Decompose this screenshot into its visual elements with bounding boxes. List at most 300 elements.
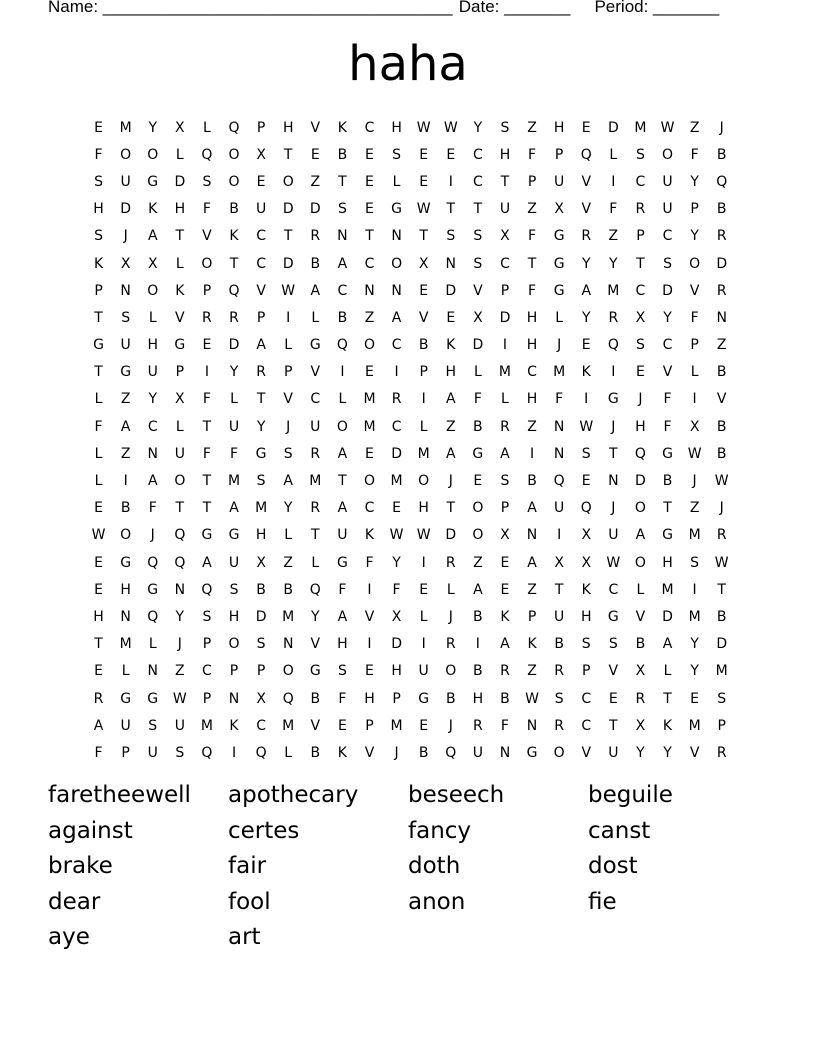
grid-letter[interactable]: T (311, 527, 320, 544)
grid-letter[interactable]: I (692, 391, 697, 408)
grid-letter[interactable]: S (554, 690, 564, 707)
grid-letter[interactable]: H (580, 608, 592, 625)
grid-letter[interactable]: C (472, 146, 483, 163)
grid-letter[interactable]: N (391, 282, 402, 299)
grid-letter[interactable]: R (716, 228, 727, 245)
grid-letter[interactable]: E (94, 500, 103, 517)
grid-letter[interactable]: H (526, 309, 538, 326)
grid-letter[interactable]: P (582, 663, 591, 680)
grid-letter[interactable]: W (606, 554, 621, 571)
grid-letter[interactable]: T (446, 201, 456, 218)
grid-letter[interactable]: E (473, 473, 483, 490)
grid-letter[interactable]: S (500, 119, 510, 136)
grid-letter[interactable]: M (363, 418, 376, 435)
grid-letter[interactable]: T (283, 146, 293, 163)
grid-letter[interactable]: D (607, 119, 619, 136)
grid-letter[interactable]: E (337, 717, 347, 734)
grid-letter[interactable]: F (148, 500, 157, 517)
grid-letter[interactable]: K (662, 717, 673, 734)
grid-letter[interactable]: G (662, 445, 673, 462)
grid-letter[interactable]: D (309, 201, 321, 218)
grid-letter[interactable]: L (636, 581, 645, 598)
grid-letter[interactable]: F (338, 690, 347, 707)
grid-letter[interactable]: V (635, 608, 646, 625)
grid-letter[interactable]: R (554, 663, 564, 680)
grid-letter[interactable]: Z (283, 554, 293, 571)
grid-letter[interactable]: D (445, 282, 457, 299)
grid-letter[interactable]: S (608, 636, 618, 653)
grid-letter[interactable]: Q (309, 581, 321, 598)
grid-letter[interactable]: M (688, 527, 701, 544)
grid-letter[interactable]: V (310, 636, 321, 653)
grid-letter[interactable]: V (473, 282, 483, 299)
grid-letter[interactable]: G (147, 581, 159, 598)
grid-letter[interactable]: M (607, 282, 620, 299)
grid-letter[interactable]: A (283, 473, 293, 490)
grid-letter[interactable]: F (690, 146, 699, 163)
grid-letter[interactable]: G (309, 337, 321, 354)
grid-letter[interactable]: C (364, 255, 375, 272)
grid-letter[interactable]: S (283, 445, 293, 462)
grid-letter[interactable]: F (202, 445, 211, 462)
grid-letter[interactable]: F (555, 391, 564, 408)
grid-letter[interactable]: Y (690, 636, 699, 653)
grid-letter[interactable]: M (688, 608, 701, 625)
grid-letter[interactable]: I (204, 364, 209, 381)
grid-letter[interactable]: R (310, 228, 321, 245)
grid-letter[interactable]: B (473, 663, 483, 680)
grid-letter[interactable]: N (526, 527, 538, 544)
grid-letter[interactable]: E (94, 581, 103, 598)
grid-letter[interactable]: C (391, 337, 402, 354)
grid-letter[interactable]: Y (256, 418, 266, 435)
grid-letter[interactable]: S (581, 636, 591, 653)
grid-letter[interactable]: V (581, 173, 592, 190)
grid-letter[interactable]: R (500, 663, 510, 680)
grid-letter[interactable]: O (120, 527, 132, 544)
grid-letter[interactable]: Y (663, 309, 672, 326)
grid-letter[interactable]: X (120, 255, 131, 272)
grid-letter[interactable]: Q (255, 744, 267, 761)
grid-letter[interactable]: O (662, 146, 674, 163)
grid-letter[interactable]: O (634, 554, 646, 571)
grid-letter[interactable]: Q (147, 608, 159, 625)
grid-letter[interactable]: J (448, 717, 453, 734)
grid-letter[interactable]: K (337, 744, 347, 761)
grid-letter[interactable]: X (635, 663, 646, 680)
grid-letter[interactable]: C (500, 255, 510, 272)
grid-letter[interactable]: R (635, 201, 646, 218)
grid-letter[interactable]: M (715, 663, 728, 680)
grid-letter[interactable]: U (120, 337, 131, 354)
grid-letter[interactable]: N (337, 228, 348, 245)
grid-letter[interactable]: U (472, 744, 483, 761)
grid-letter[interactable]: G (553, 255, 565, 272)
grid-letter[interactable]: T (202, 500, 212, 517)
grid-letter[interactable]: L (148, 309, 157, 326)
grid-letter[interactable]: P (121, 744, 130, 761)
grid-letter[interactable]: W (714, 473, 729, 490)
grid-letter[interactable]: L (473, 364, 482, 381)
grid-letter[interactable]: F (365, 554, 374, 571)
grid-letter[interactable]: J (611, 418, 616, 435)
grid-letter[interactable]: Y (690, 173, 699, 190)
grid-letter[interactable]: L (203, 119, 211, 136)
grid-letter[interactable]: H (391, 663, 402, 680)
grid-letter[interactable]: E (419, 581, 429, 598)
grid-letter[interactable]: T (365, 228, 374, 245)
grid-letter[interactable]: G (553, 228, 565, 245)
grid-letter[interactable]: H (418, 500, 429, 517)
grid-letter[interactable]: O (174, 473, 186, 490)
grid-letter[interactable]: G (607, 608, 619, 625)
grid-letter[interactable]: K (364, 527, 375, 544)
grid-letter[interactable]: Q (201, 744, 213, 761)
grid-letter[interactable]: W (91, 527, 106, 544)
grid-letter[interactable]: H (526, 391, 538, 408)
grid-letter[interactable]: P (256, 309, 266, 326)
grid-letter[interactable]: B (716, 418, 727, 435)
grid-letter[interactable]: B (500, 690, 510, 707)
grid-letter[interactable]: O (282, 173, 294, 190)
grid-letter[interactable]: T (94, 309, 103, 326)
grid-letter[interactable]: E (581, 119, 591, 136)
grid-letter[interactable]: K (500, 608, 510, 625)
grid-letter[interactable]: P (717, 717, 726, 734)
grid-letter[interactable]: B (716, 201, 727, 218)
grid-letter[interactable]: F (202, 201, 211, 218)
grid-letter[interactable]: Y (581, 255, 591, 272)
grid-letter[interactable]: L (284, 527, 293, 544)
grid-letter[interactable]: K (229, 228, 239, 245)
grid-letter[interactable]: A (147, 473, 158, 490)
grid-letter[interactable]: E (392, 500, 401, 517)
grid-letter[interactable]: V (364, 608, 375, 625)
grid-letter[interactable]: A (337, 445, 348, 462)
grid-letter[interactable]: U (228, 418, 240, 435)
grid-letter[interactable]: A (120, 418, 131, 435)
grid-letter[interactable]: R (608, 309, 619, 326)
grid-letter[interactable]: L (94, 473, 103, 490)
grid-letter[interactable]: G (255, 445, 267, 462)
grid-letter[interactable]: Z (120, 445, 131, 462)
grid-letter[interactable]: M (282, 608, 295, 625)
grid-letter[interactable]: D (662, 608, 673, 625)
grid-letter[interactable]: N (147, 663, 158, 680)
grid-letter[interactable]: K (581, 581, 591, 598)
grid-letter[interactable]: A (147, 228, 158, 245)
grid-letter[interactable]: S (202, 173, 212, 190)
grid-letter[interactable]: V (689, 744, 700, 761)
grid-letter[interactable]: T (94, 364, 103, 381)
grid-letter[interactable]: P (202, 690, 212, 707)
grid-letter[interactable]: I (367, 636, 372, 653)
grid-letter[interactable]: M (363, 391, 376, 408)
grid-letter[interactable]: N (445, 255, 456, 272)
grid-letter[interactable]: D (282, 201, 294, 218)
grid-letter[interactable]: C (202, 663, 212, 680)
grid-letter[interactable]: B (527, 473, 537, 490)
grid-letter[interactable]: K (337, 119, 347, 136)
grid-letter[interactable]: E (419, 282, 429, 299)
grid-letter[interactable]: A (527, 554, 537, 571)
grid-letter[interactable]: M (119, 636, 132, 653)
grid-letter[interactable]: O (472, 500, 484, 517)
grid-letter[interactable]: Q (201, 146, 213, 163)
grid-letter[interactable]: T (229, 255, 239, 272)
grid-letter[interactable]: V (689, 282, 700, 299)
grid-letter[interactable]: G (607, 391, 619, 408)
grid-letter[interactable]: N (553, 418, 565, 435)
grid-letter[interactable]: O (201, 255, 213, 272)
grid-letter[interactable]: Q (201, 581, 213, 598)
grid-letter[interactable]: O (689, 255, 701, 272)
grid-letter[interactable]: E (365, 201, 374, 218)
grid-letter[interactable]: E (365, 445, 374, 462)
grid-letter[interactable]: R (554, 717, 564, 734)
grid-letter[interactable]: Z (527, 418, 537, 435)
grid-letter[interactable]: R (256, 364, 266, 381)
grid-letter[interactable]: H (255, 527, 267, 544)
grid-letter[interactable]: Y (175, 608, 185, 625)
grid-letter[interactable]: Q (634, 445, 646, 462)
grid-letter[interactable]: Z (527, 581, 537, 598)
grid-letter[interactable]: Z (527, 663, 537, 680)
grid-letter[interactable]: U (662, 201, 673, 218)
grid-letter[interactable]: Q (228, 119, 240, 136)
grid-letter[interactable]: J (638, 391, 643, 408)
grid-letter[interactable]: E (581, 473, 591, 490)
grid-letter[interactable]: Y (581, 309, 591, 326)
grid-letter[interactable]: W (172, 690, 187, 707)
grid-letter[interactable]: L (148, 636, 157, 653)
grid-letter[interactable]: J (448, 473, 453, 490)
grid-letter[interactable]: S (473, 255, 483, 272)
grid-letter[interactable]: C (662, 337, 673, 354)
grid-letter[interactable]: H (364, 690, 375, 707)
grid-letter[interactable]: O (147, 282, 159, 299)
grid-letter[interactable]: R (445, 636, 456, 653)
grid-letter[interactable]: S (690, 554, 700, 571)
date-field-label[interactable]: Date: _______ (458, 0, 571, 16)
grid-letter[interactable]: A (310, 282, 321, 299)
grid-letter[interactable]: T (283, 228, 293, 245)
grid-letter[interactable]: S (337, 663, 347, 680)
grid-letter[interactable]: Y (311, 608, 320, 625)
grid-letter[interactable]: T (419, 228, 428, 245)
grid-letter[interactable]: M (227, 473, 241, 490)
grid-letter[interactable]: E (94, 119, 103, 136)
grid-letter[interactable]: C (635, 282, 646, 299)
grid-letter[interactable]: P (283, 364, 293, 381)
grid-letter[interactable]: G (147, 173, 159, 190)
grid-letter[interactable]: B (310, 255, 321, 272)
grid-letter[interactable]: Z (527, 119, 537, 136)
grid-letter[interactable]: M (661, 581, 674, 598)
grid-letter[interactable]: U (174, 445, 185, 462)
grid-letter[interactable]: T (500, 173, 510, 190)
grid-letter[interactable]: L (175, 146, 184, 163)
grid-letter[interactable]: W (687, 445, 702, 462)
grid-letter[interactable]: P (202, 636, 212, 653)
grid-letter[interactable]: G (472, 445, 484, 462)
grid-letter[interactable]: R (310, 500, 321, 517)
grid-letter[interactable]: T (338, 473, 347, 490)
grid-letter[interactable]: N (716, 309, 727, 326)
grid-letter[interactable]: A (581, 282, 592, 299)
grid-letter[interactable]: P (175, 364, 185, 381)
grid-letter[interactable]: L (419, 608, 428, 625)
grid-letter[interactable]: I (475, 636, 480, 653)
grid-letter[interactable]: P (527, 608, 537, 625)
grid-letter[interactable]: O (363, 337, 375, 354)
grid-letter[interactable]: L (311, 554, 320, 571)
grid-letter[interactable]: E (365, 663, 374, 680)
grid-letter[interactable]: Q (174, 554, 186, 571)
grid-letter[interactable]: P (500, 282, 510, 299)
grid-letter[interactable]: I (340, 364, 345, 381)
grid-letter[interactable]: X (554, 554, 564, 571)
grid-letter[interactable]: U (554, 173, 565, 190)
grid-letter[interactable]: X (635, 717, 646, 734)
grid-letter[interactable]: Q (716, 173, 728, 190)
grid-letter[interactable]: N (364, 282, 375, 299)
grid-letter[interactable]: I (557, 527, 562, 544)
grid-letter[interactable]: D (472, 337, 484, 354)
grid-letter[interactable]: Q (607, 337, 619, 354)
grid-letter[interactable]: U (608, 744, 619, 761)
grid-letter[interactable]: P (229, 663, 239, 680)
grid-letter[interactable]: C (364, 119, 375, 136)
grid-letter[interactable]: Q (336, 337, 348, 354)
grid-letter[interactable]: F (473, 391, 482, 408)
grid-letter[interactable]: I (123, 473, 128, 490)
grid-letter[interactable]: J (557, 337, 562, 354)
grid-letter[interactable]: R (472, 717, 483, 734)
grid-letter[interactable]: O (418, 473, 430, 490)
grid-letter[interactable]: B (283, 581, 293, 598)
grid-letter[interactable]: N (282, 636, 294, 653)
grid-letter[interactable]: U (337, 527, 348, 544)
grid-letter[interactable]: D (174, 173, 186, 190)
grid-letter[interactable]: G (120, 554, 132, 571)
grid-letter[interactable]: G (147, 690, 159, 707)
grid-letter[interactable]: L (392, 173, 401, 190)
grid-letter[interactable]: T (94, 636, 103, 653)
grid-letter[interactable]: Z (445, 418, 456, 435)
grid-letter[interactable]: Q (282, 690, 294, 707)
grid-letter[interactable]: N (120, 282, 131, 299)
grid-letter[interactable]: N (174, 581, 186, 598)
grid-letter[interactable]: E (202, 337, 212, 354)
grid-letter[interactable]: P (256, 119, 266, 136)
grid-letter[interactable]: A (337, 608, 348, 625)
grid-letter[interactable]: P (554, 146, 564, 163)
grid-letter[interactable]: C (472, 173, 483, 190)
grid-letter[interactable]: S (148, 717, 158, 734)
grid-letter[interactable]: J (150, 527, 155, 544)
grid-letter[interactable]: C (527, 364, 537, 381)
grid-letter[interactable]: S (392, 146, 402, 163)
grid-letter[interactable]: S (446, 228, 456, 245)
grid-letter[interactable]: N (147, 445, 158, 462)
grid-letter[interactable]: D (391, 636, 402, 653)
grid-letter[interactable]: X (500, 228, 510, 245)
grid-letter[interactable]: P (94, 282, 103, 299)
grid-letter[interactable]: P (202, 282, 212, 299)
grid-letter[interactable]: X (689, 418, 700, 435)
grid-letter[interactable]: H (93, 201, 104, 218)
grid-letter[interactable]: G (201, 527, 213, 544)
grid-letter[interactable]: C (391, 418, 402, 435)
grid-letter[interactable]: C (581, 717, 592, 734)
grid-letter[interactable]: E (256, 173, 266, 190)
grid-letter[interactable]: Y (392, 554, 401, 571)
grid-letter[interactable]: B (310, 744, 321, 761)
grid-letter[interactable]: J (286, 418, 291, 435)
grid-letter[interactable]: B (445, 690, 456, 707)
grid-letter[interactable]: B (418, 337, 429, 354)
grid-letter[interactable]: F (94, 418, 103, 435)
grid-letter[interactable]: L (284, 337, 293, 354)
grid-letter[interactable]: Q (580, 146, 592, 163)
grid-letter[interactable]: M (200, 717, 213, 734)
grid-letter[interactable]: E (94, 663, 103, 680)
grid-letter[interactable]: V (418, 309, 429, 326)
grid-letter[interactable]: J (123, 228, 128, 245)
grid-letter[interactable]: F (690, 309, 699, 326)
grid-letter[interactable]: T (256, 391, 266, 408)
grid-letter[interactable]: N (391, 228, 402, 245)
grid-letter[interactable]: I (231, 744, 237, 761)
grid-letter[interactable]: G (120, 364, 132, 381)
grid-letter[interactable]: R (635, 690, 646, 707)
grid-letter[interactable]: E (500, 581, 510, 598)
grid-letter[interactable]: G (228, 527, 240, 544)
grid-letter[interactable]: J (611, 500, 616, 517)
grid-letter[interactable]: V (256, 282, 266, 299)
grid-letter[interactable]: Z (473, 554, 483, 571)
grid-letter[interactable]: L (175, 418, 184, 435)
grid-letter[interactable]: J (719, 500, 724, 517)
grid-letter[interactable]: C (310, 391, 321, 408)
grid-letter[interactable]: U (310, 418, 321, 435)
grid-letter[interactable]: B (229, 201, 239, 218)
grid-letter[interactable]: J (692, 473, 697, 490)
grid-letter[interactable]: R (716, 527, 727, 544)
grid-letter[interactable]: U (228, 554, 240, 571)
grid-letter[interactable]: C (256, 228, 266, 245)
grid-letter[interactable]: U (174, 717, 185, 734)
grid-letter[interactable]: J (177, 636, 182, 653)
grid-letter[interactable]: H (391, 119, 402, 136)
grid-letter[interactable]: H (472, 690, 484, 707)
grid-letter[interactable]: O (228, 173, 240, 190)
grid-letter[interactable]: L (663, 663, 672, 680)
grid-letter[interactable]: S (121, 309, 131, 326)
grid-letter[interactable]: Z (310, 173, 321, 190)
grid-letter[interactable]: T (202, 418, 212, 435)
grid-letter[interactable]: G (526, 744, 538, 761)
grid-letter[interactable]: E (446, 309, 456, 326)
grid-letter[interactable]: M (390, 473, 403, 490)
grid-letter[interactable]: V (716, 391, 727, 408)
grid-letter[interactable]: H (174, 201, 186, 218)
grid-letter[interactable]: O (445, 663, 457, 680)
grid-letter[interactable]: T (663, 500, 672, 517)
grid-letter[interactable]: E (690, 690, 700, 707)
grid-letter[interactable]: N (120, 608, 131, 625)
